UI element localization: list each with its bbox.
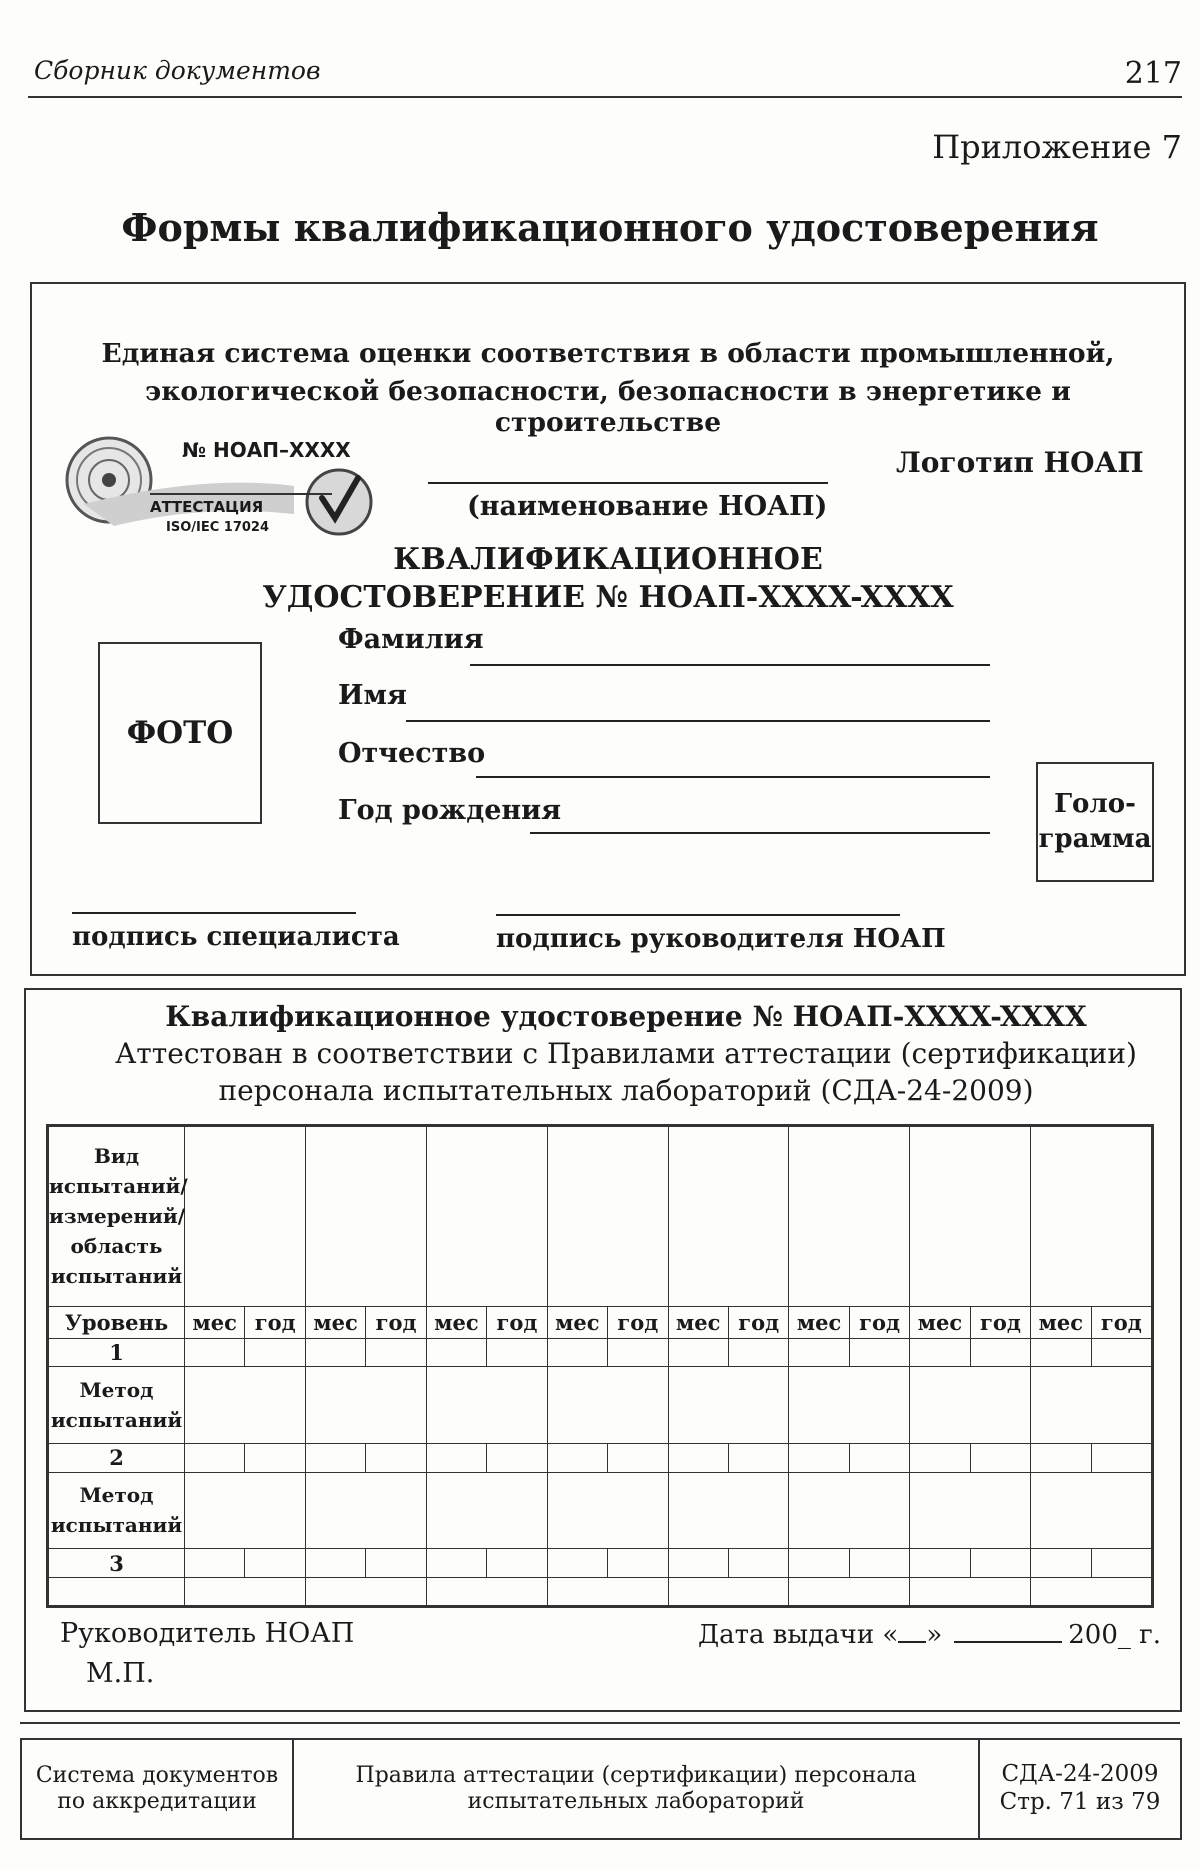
- noap-logo-label: Логотип НОАП: [896, 446, 1144, 479]
- page-title: Формы квалификационного удостоверения: [121, 205, 1099, 250]
- date-cell[interactable]: [668, 1549, 728, 1577]
- certificate-front: [30, 282, 1186, 976]
- month-header: мес: [426, 1306, 486, 1338]
- year-header: год: [245, 1306, 305, 1338]
- date-cell[interactable]: [185, 1549, 245, 1577]
- blank-cell[interactable]: [1031, 1577, 1152, 1605]
- month-header: мес: [789, 1306, 849, 1338]
- table-row: [49, 1127, 1152, 1307]
- stamp-label: М.П.: [86, 1658, 155, 1689]
- appendix-label: Приложение 7: [932, 128, 1182, 166]
- header-divider: [28, 96, 1182, 98]
- date-cell[interactable]: [608, 1339, 668, 1367]
- date-cell[interactable]: [668, 1444, 728, 1472]
- level-3-label: 3: [49, 1549, 185, 1577]
- footer-center: [294, 1740, 980, 1838]
- date-cell[interactable]: [426, 1339, 486, 1367]
- head-signature-line: [496, 914, 900, 916]
- method-cell[interactable]: [789, 1472, 910, 1549]
- footer-center-line-2: испытательных лабораторий: [467, 1789, 805, 1814]
- method-cell[interactable]: [668, 1367, 789, 1444]
- date-cell[interactable]: [487, 1549, 547, 1577]
- date-cell[interactable]: [789, 1339, 849, 1367]
- type-cell[interactable]: [185, 1127, 306, 1307]
- date-cell[interactable]: [970, 1444, 1030, 1472]
- date-cell[interactable]: [849, 1339, 909, 1367]
- date-cell[interactable]: [849, 1444, 909, 1472]
- method-label-line: испытаний: [50, 1513, 183, 1538]
- footer-left: [22, 1740, 294, 1838]
- method-label-cell: [49, 1472, 185, 1549]
- date-cell[interactable]: [185, 1444, 245, 1472]
- year-header: год: [1091, 1306, 1151, 1338]
- date-cell[interactable]: [1091, 1339, 1151, 1367]
- footer-center-line-1: Правила аттестации (сертификации) персонала: [355, 1762, 917, 1788]
- month-header: мес: [1031, 1306, 1091, 1338]
- year-header: год: [366, 1306, 426, 1338]
- type-cell[interactable]: [668, 1127, 789, 1307]
- method-cell[interactable]: [305, 1367, 426, 1444]
- page-number: 217: [1124, 56, 1182, 91]
- method-cell[interactable]: [426, 1367, 547, 1444]
- footer-right-line-2: Стр. 71 из 79: [999, 1789, 1161, 1815]
- method-cell[interactable]: [668, 1472, 789, 1549]
- method-cell[interactable]: [305, 1472, 426, 1549]
- date-cell[interactable]: [970, 1549, 1030, 1577]
- blank-cell[interactable]: [305, 1577, 426, 1605]
- date-cell[interactable]: [487, 1444, 547, 1472]
- date-cell[interactable]: [1031, 1339, 1091, 1367]
- date-cell[interactable]: [305, 1339, 365, 1367]
- date-cell[interactable]: [910, 1339, 970, 1367]
- head-signature-label: подпись руководителя НОАП: [496, 924, 946, 954]
- table-row: [49, 1549, 1152, 1577]
- date-cell[interactable]: [728, 1444, 788, 1472]
- photo-label: ФОТО: [126, 715, 234, 751]
- head-label: Руководитель НОАП: [60, 1618, 355, 1649]
- type-label-line: испытаний: [50, 1264, 183, 1289]
- back-title: Квалификационное удостоверение № НОАП-XXXX-XXXX: [165, 1000, 1087, 1033]
- blank-cell[interactable]: [910, 1577, 1031, 1605]
- date-cell[interactable]: [789, 1549, 849, 1577]
- table-row: [49, 1472, 1152, 1549]
- blank-cell[interactable]: [789, 1577, 910, 1605]
- issue-day-field[interactable]: [898, 1641, 926, 1643]
- certificate-back: [24, 988, 1182, 1712]
- type-cell[interactable]: [789, 1127, 910, 1307]
- type-cell[interactable]: [910, 1127, 1031, 1307]
- method-cell[interactable]: [426, 1472, 547, 1549]
- table-row: [49, 1367, 1152, 1444]
- type-label-line: Вид: [93, 1144, 140, 1169]
- blank-cell[interactable]: [668, 1577, 789, 1605]
- patronymic-field[interactable]: [476, 776, 990, 778]
- name-label: Имя: [338, 680, 407, 711]
- date-cell[interactable]: [1031, 1444, 1091, 1472]
- empty-label-cell: [49, 1577, 185, 1605]
- date-cell[interactable]: [426, 1549, 486, 1577]
- date-cell[interactable]: [547, 1339, 607, 1367]
- logo-iso: ISO/IEC 17024: [166, 520, 270, 535]
- date-cell[interactable]: [1091, 1444, 1151, 1472]
- method-label-line: Метод: [79, 1483, 154, 1508]
- date-cell[interactable]: [245, 1339, 305, 1367]
- birth-year-field[interactable]: [530, 832, 990, 834]
- issue-date-year: 200_ г.: [1068, 1620, 1162, 1650]
- month-header: мес: [185, 1306, 245, 1338]
- year-header: год: [849, 1306, 909, 1338]
- date-cell[interactable]: [668, 1339, 728, 1367]
- date-cell[interactable]: [305, 1444, 365, 1472]
- name-field[interactable]: [406, 720, 990, 722]
- date-cell[interactable]: [728, 1339, 788, 1367]
- date-cell[interactable]: [608, 1444, 668, 1472]
- table-row: [49, 1306, 1152, 1338]
- table-row: [49, 1444, 1152, 1472]
- noap-name-line: [428, 482, 828, 484]
- type-cell[interactable]: [1031, 1127, 1152, 1307]
- date-cell[interactable]: [1031, 1549, 1091, 1577]
- date-cell[interactable]: [547, 1549, 607, 1577]
- logo-attestation: АТТЕСТАЦИЯ: [150, 498, 264, 516]
- attestation-logo: [54, 434, 384, 544]
- date-cell[interactable]: [426, 1444, 486, 1472]
- level-label: Уровень: [49, 1306, 185, 1338]
- date-cell[interactable]: [366, 1339, 426, 1367]
- logo-number: № НОАП–XXXX: [182, 438, 351, 462]
- date-cell[interactable]: [245, 1444, 305, 1472]
- qualification-table: [46, 1124, 1154, 1608]
- blank-cell[interactable]: [547, 1577, 668, 1605]
- blank-cell[interactable]: [426, 1577, 547, 1605]
- date-cell[interactable]: [487, 1339, 547, 1367]
- month-header: мес: [547, 1306, 607, 1338]
- issue-date: [698, 1620, 1161, 1650]
- method-label-line: Метод: [79, 1378, 154, 1403]
- level-1-label: 1: [49, 1339, 185, 1367]
- table-row: [49, 1339, 1152, 1367]
- date-cell[interactable]: [305, 1549, 365, 1577]
- issue-date-prefix: Дата выдачи «: [698, 1620, 899, 1650]
- method-cell[interactable]: [910, 1472, 1031, 1549]
- date-cell[interactable]: [608, 1549, 668, 1577]
- table-row: [49, 1577, 1152, 1605]
- birth-year-label: Год рождения: [338, 795, 562, 826]
- date-cell[interactable]: [789, 1444, 849, 1472]
- type-label-cell: [49, 1127, 188, 1307]
- hologram-line-1: Голо-: [1054, 788, 1136, 819]
- type-label-line: испытаний/: [49, 1174, 188, 1199]
- date-cell[interactable]: [849, 1549, 909, 1577]
- method-cell[interactable]: [1031, 1367, 1152, 1444]
- type-label-line: область: [70, 1234, 163, 1259]
- specialist-signature-line: [72, 912, 356, 914]
- date-cell[interactable]: [245, 1549, 305, 1577]
- blank-cell[interactable]: [185, 1577, 306, 1605]
- hologram-box: [1036, 762, 1154, 882]
- surname-field[interactable]: [470, 664, 990, 666]
- method-cell[interactable]: [185, 1472, 306, 1549]
- date-cell[interactable]: [1091, 1549, 1151, 1577]
- date-cell[interactable]: [185, 1339, 245, 1367]
- footer-right-line-1: СДА-24-2009: [1001, 1761, 1159, 1788]
- footer-left-line-2: по аккредитации: [57, 1789, 257, 1814]
- cert-title-line-2: УДОСТОВЕРЕНИЕ № НОАП-XXXX-XXXX: [262, 580, 954, 615]
- date-cell[interactable]: [910, 1444, 970, 1472]
- date-cell[interactable]: [728, 1549, 788, 1577]
- month-header: мес: [305, 1306, 365, 1338]
- date-cell[interactable]: [547, 1444, 607, 1472]
- month-header: мес: [668, 1306, 728, 1338]
- month-header: мес: [910, 1306, 970, 1338]
- system-line-1: Единая система оценки соответствия в области промышленной,: [101, 338, 1115, 369]
- cert-title-line-1: КВАЛИФИКАЦИОННОЕ: [393, 542, 823, 577]
- photo-box: [98, 642, 262, 824]
- date-cell[interactable]: [366, 1549, 426, 1577]
- footer-left-line-1: Система документов: [35, 1762, 279, 1788]
- level-2-label: 2: [49, 1444, 185, 1472]
- year-header: год: [608, 1306, 668, 1338]
- year-header: год: [487, 1306, 547, 1338]
- method-cell[interactable]: [547, 1367, 668, 1444]
- method-label-line: испытаний: [50, 1408, 183, 1433]
- issue-month-field[interactable]: [954, 1641, 1062, 1643]
- specialist-signature-label: подпись специалиста: [72, 922, 400, 952]
- year-header: год: [970, 1306, 1030, 1338]
- system-line-2: экологической безопасности, безопасности в энергетике и строительстве: [145, 376, 1071, 438]
- date-cell[interactable]: [910, 1549, 970, 1577]
- type-cell[interactable]: [547, 1127, 668, 1307]
- noap-name-caption: (наименование НОАП): [467, 491, 828, 522]
- footer-divider: [20, 1722, 1180, 1724]
- footer: [20, 1738, 1182, 1840]
- method-cell[interactable]: [547, 1472, 668, 1549]
- year-header: год: [728, 1306, 788, 1338]
- method-label-cell: [49, 1367, 185, 1444]
- back-line-3: персонала испытательных лабораторий (СДА-24-2009): [218, 1074, 1034, 1107]
- hologram-line-2: грамма: [1038, 824, 1152, 854]
- issue-date-mid: »: [926, 1620, 943, 1650]
- type-label-line: измерений/: [49, 1204, 186, 1229]
- date-cell[interactable]: [366, 1444, 426, 1472]
- method-cell[interactable]: [185, 1367, 306, 1444]
- collection-title: Сборник документов: [34, 56, 321, 85]
- footer-right: [980, 1740, 1180, 1838]
- method-cell[interactable]: [1031, 1472, 1152, 1549]
- method-cell[interactable]: [910, 1367, 1031, 1444]
- patronymic-label: Отчество: [338, 738, 486, 769]
- type-cell[interactable]: [305, 1127, 426, 1307]
- method-cell[interactable]: [789, 1367, 910, 1444]
- type-cell[interactable]: [426, 1127, 547, 1307]
- surname-label: Фамилия: [338, 624, 484, 655]
- date-cell[interactable]: [970, 1339, 1030, 1367]
- back-line-2: Аттестован в соответствии с Правилами аттестации (сертификации): [115, 1037, 1137, 1070]
